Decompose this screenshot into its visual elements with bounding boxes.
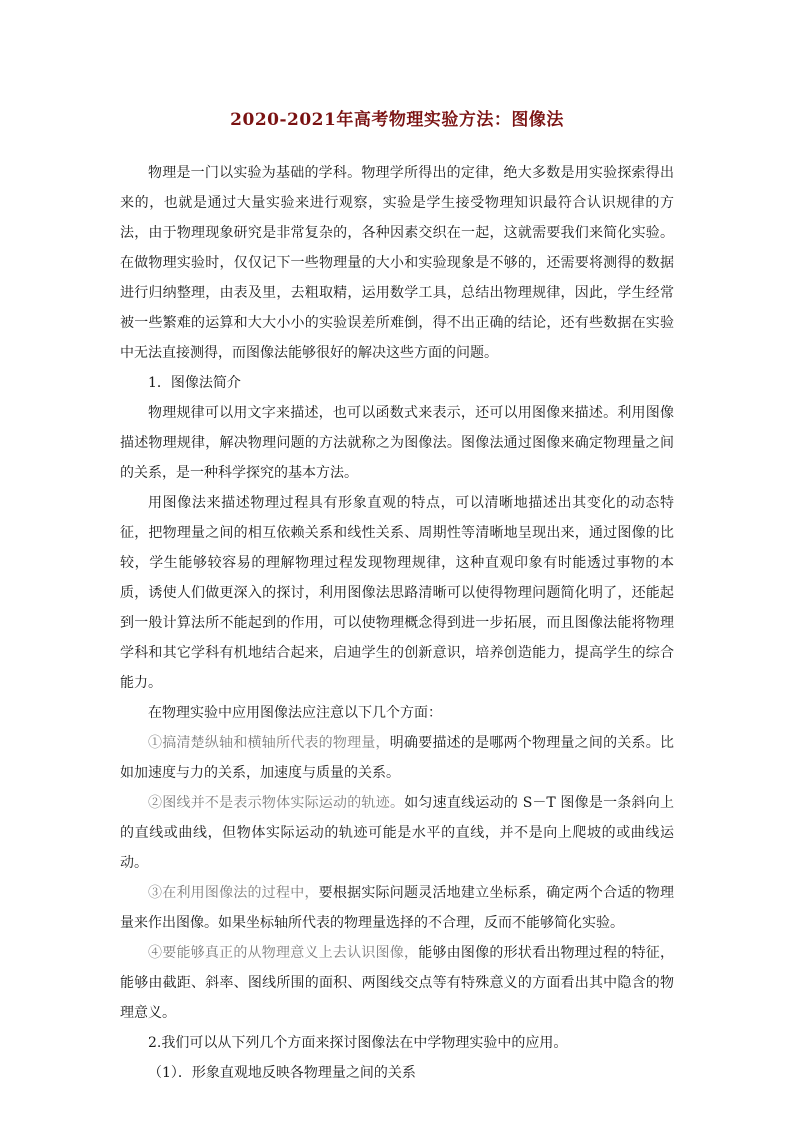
point-1 bbox=[120, 728, 674, 788]
attention-intro: 在物理实验中应用图像法应注意以下几个方面： bbox=[148, 705, 442, 721]
point-2-rest: 如匀速直线运动的 S－T 图像是一条斜向上的直线或曲线，但物体实际运动的轨迹可能是水平的直线，并不是向上爬坡的或曲线运动。 bbox=[120, 795, 675, 871]
document-title: 2020-2021年高考物理实验方法：图像法 bbox=[230, 110, 564, 130]
point-1-lead: ①搞清楚纵轴和横轴所代表的物理量， bbox=[148, 735, 390, 751]
point-3 bbox=[120, 878, 674, 938]
point-4 bbox=[120, 938, 674, 1028]
section-1-paragraph-1: 物理规律可以用文字来描述，也可以函数式来表示，还可以用图像来描述。利用图像描述物理规律，解决物理问题的方法就称之为图像法。图像法通过图像来确定物理量之间的关系，是一种科学探究的基本方法。 bbox=[120, 405, 674, 481]
intro-paragraph: 物理是一门以实验为基础的学科。物理学所得出的定律，绝大多数是用实验探索得出来的，也就是通过大量实验来进行观察，实验是学生接受物理知识最符合认识规律的方法，由于物理现象研究是非常复杂的，各种因素交织在一起，这就需要我们来简化实验。在做物理实验时，仅仅记下一些物理量的大小和实验现象是不够的，还需要将测得的数据进行归纳整理，由表及里，去粗取精，运用数学工具，总结出物理规律，因此，学生经常被一些繁难的运算和大大小小的实验误差所难倒，得不出正确的结论，还有些数据在实验中无法直接测得，而图像法能够很好的解决这些方面的问题。 bbox=[120, 165, 674, 361]
point-2 bbox=[120, 788, 674, 878]
point-1-rest: 明确要描述的是哪两个物理量之间的关系。比如加速度与力的关系，加速度与质量的关系。 bbox=[120, 735, 675, 781]
section-1-paragraph-2: 用图像法来描述物理过程具有形象直观的特点，可以清晰地描述出其变化的动态特征，把物理量之间的相互依赖关系和线性关系、周期性等清晰地呈现出来，通过图像的比较，学生能够较容易的理解物理过程发现物理规律，这种直观印象有时能透过事物的本质，诱使人们做更深入的探讨，利用图像法思路清晰可以使得物理问题简化明了，还能起到一般计算法所不能起到的作用，可以使物理概念得到进一步拓展，而且图像法能将物理学科和其它学科有机地结合起来，启迪学生的创新意识，培养创造能力，提高学生的综合能力。 bbox=[120, 495, 674, 691]
point-3-rest: 要根据实际问题灵活地建立坐标系，确定两个合适的物理量来作出图像。如果坐标轴所代表的物理量选择的不合理，反而不能够简化实验。 bbox=[120, 885, 675, 931]
section-2-subheading-1: （1）．形象直观地反映各物理量之间的关系 bbox=[148, 1065, 416, 1081]
point-2-lead: ②图线并不是表示物体实际运动的轨迹。 bbox=[148, 795, 405, 811]
section-2-heading: 2.我们可以从下列几个方面来探讨图像法在中学物理实验中的应用。 bbox=[148, 1035, 568, 1051]
point-4-rest: 能够由图像的形状看出物理过程的特征，能够由截距、斜率、图线所围的面积、两图线交点等有特殊意义的方面看出其中隐含的物理意义。 bbox=[120, 945, 675, 1021]
section-1-heading: 1．图像法简介 bbox=[148, 375, 241, 391]
point-4-lead: ④要能够真正的从物理意义上去认识图像， bbox=[148, 945, 419, 961]
point-3-lead: ③在利用图像法的过程中， bbox=[148, 885, 319, 901]
